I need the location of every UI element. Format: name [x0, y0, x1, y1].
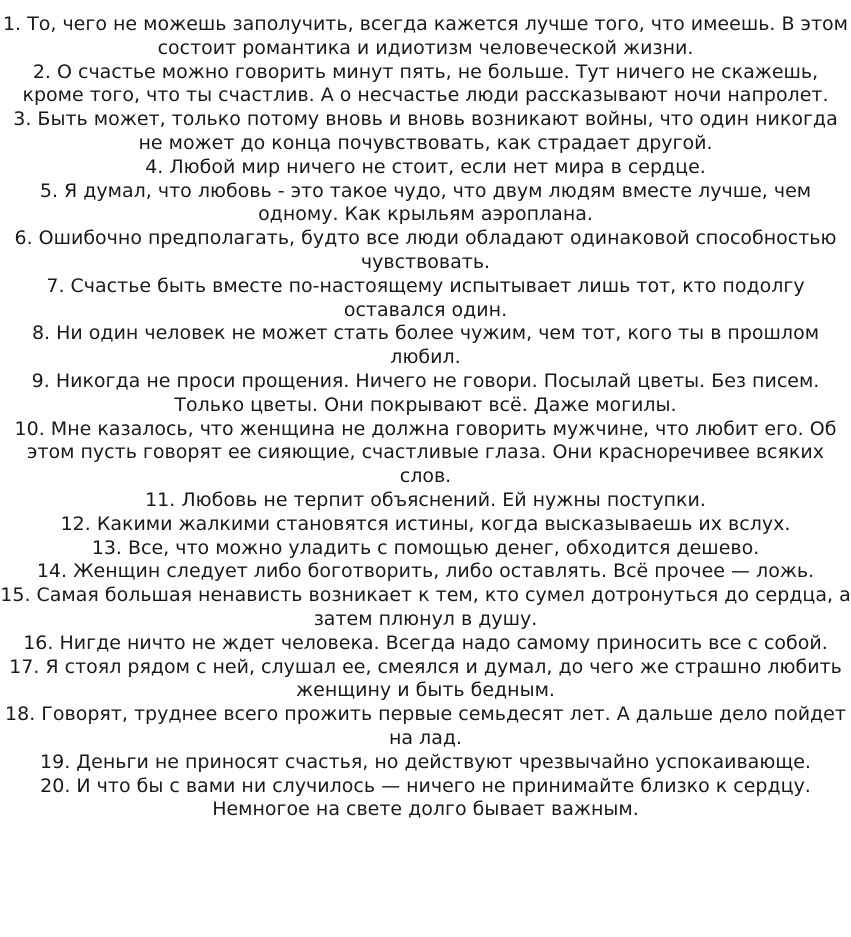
quote-9: 9. Никогда не проси прощения. Ничего не говори. Посылай цветы. Без писем. Только цветы. Они покрывают всё. Даже могилы. [31, 369, 820, 416]
quote-19: 19. Деньги не приносят счастья, но действуют чрезвычайно успокаивающе. [40, 750, 811, 773]
quote-18: 18. Говорят, труднее всего прожить первые семьдесят лет. А дальше дело пойдет на лад. [5, 703, 846, 749]
quote-3: 3. Быть может, только потому вновь и вновь возникают войны, что один никогда не может до конца почувствовать, как страдает другой. [13, 108, 838, 154]
quote-16: 16. Нигде ничто не ждет человека. Всегда надо самому приносить все с собой. [23, 631, 828, 654]
quote-12: 12. Какими жалкими становятся истины, когда высказываешь их вслух. [60, 512, 791, 535]
quote-11: 11. Любовь не терпит объяснений. Ей нужны поступки. [145, 488, 706, 511]
quote-15: 15. Самая большая ненависть возникает к тем, кто сумел дотронуться до сердца, а затем плюнул в душу. [0, 584, 851, 630]
quote-10: 10. Мне казалось, что женщина не должна говорить мужчине, что любит его. Об этом пусть говорят ее сияющие, счастливые глаза. Они красноречивее всяких слов. [14, 417, 837, 488]
quote-7: 7. Счастье быть вместе по-настоящему испытывает лишь тот, кто подолгу оставался один. [46, 274, 805, 321]
quote-5: 5. Я думал, что любовь - это такое чудо, что двум людям вместе лучше, чем одному. Как крыльям аэроплана. [39, 179, 812, 226]
quote-1: 1. То, чего не можешь заполучить, всегда кажется лучше того, что имеешь. В этом состоит романтика и идиотизм человеческой жизни. [2, 13, 849, 59]
quote-4: 4. Любой мир ничего не стоит, если нет мира в сердце. [145, 155, 706, 178]
quote-20: 20. И что бы с вами ни случилось — ничего не принимайте близко к сердцу. Немногое на свете долго бывает важным. [40, 774, 811, 821]
quote-2: 2. О счастье можно говорить минут пять, не больше. Тут ничего не скажешь, кроме того, что ты счастлив. А о несчастье люди рассказывают ночи напролет. [22, 60, 829, 107]
quote-17: 17. Я стоял рядом с ней, слушал ее, смеялся и думал, до чего же страшно любить женщину и быть бедным. [9, 655, 842, 702]
quote-13: 13. Все, что можно уладить с помощью денег, обходится дешево. [91, 536, 760, 559]
quote-8: 8. Ни один человек не может стать более чужим, чем тот, кого ты в прошлом любил. [31, 322, 820, 369]
quote-6: 6. Ошибочно предполагать, будто все люди обладают одинаковой способностью чувствовать. [14, 227, 837, 273]
quote-14: 14. Женщин следует либо боготворить, либо оставлять. Всё прочее — ложь. [36, 560, 815, 583]
